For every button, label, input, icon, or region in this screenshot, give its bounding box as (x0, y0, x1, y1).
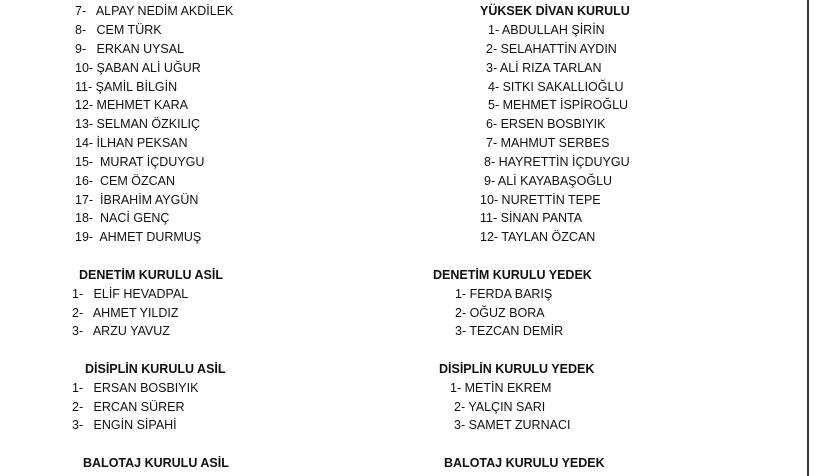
left-list-item: 13- SELMAN ÖZKILIÇ (75, 117, 201, 131)
right-list-item: 11- SİNAN PANTA (480, 211, 583, 225)
page-right-border (807, 0, 809, 476)
left-list-item: 15- MURAT İÇDUYGU (75, 155, 205, 169)
disiplin-asil-item: 1- ERSAN BOSBIYIK (72, 381, 199, 395)
disiplin-asil-item: 3- ENGİN SİPAHİ (72, 418, 177, 432)
disiplin-yedek-item: 2- YALÇIN SARI (454, 400, 546, 414)
left-list-item: 18- NACİ GENÇ (75, 211, 170, 225)
denetim-yedek-heading: DENETİM KURULU YEDEK (433, 268, 592, 282)
left-list-item: 17- İBRAHİM AYGÜN (75, 193, 199, 207)
left-list-item: 14- İLHAN PEKSAN (75, 136, 188, 150)
right-list-item: 12- TAYLAN ÖZCAN (480, 230, 596, 244)
disiplin-yedek-item: 1- METİN EKREM (450, 381, 552, 395)
right-list-item: 3- ALİ RIZA TARLAN (486, 61, 602, 75)
denetim-yedek-item: 1- FERDA BARIŞ (455, 287, 553, 301)
left-list-item: 12- MEHMET KARA (75, 98, 188, 112)
disiplin-yedek-item: 3- SAMET ZURNACI (454, 418, 571, 432)
denetim-yedek-item: 2- OĞUZ BORA (455, 306, 545, 320)
denetim-yedek-item: 3- TEZCAN DEMİR (455, 324, 564, 338)
right-list-item: 7- MAHMUT SERBES (486, 136, 610, 150)
disiplin-asil-item: 2- ERCAN SÜRER (72, 400, 185, 414)
right-list-item: 1- ABDULLAH ŞİRİN (488, 23, 605, 37)
balotaj-yedek-heading: BALOTAJ KURULU YEDEK (444, 456, 605, 470)
left-list-item: 19- AHMET DURMUŞ (75, 230, 202, 244)
yuksek-divan-heading: YÜKSEK DİVAN KURULU (480, 4, 630, 18)
right-list-item: 8- HAYRETTİN İÇDUYGU (484, 155, 630, 169)
left-list-item: 7- ALPAY NEDİM AKDİLEK (75, 4, 234, 18)
denetim-asil-heading: DENETİM KURULU ASİL (79, 268, 223, 282)
left-list-item: 8- CEM TÜRK (75, 23, 162, 37)
denetim-asil-item: 1- ELİF HEVADPAL (72, 287, 189, 301)
right-list-item: 2- SELAHATTİN AYDIN (486, 42, 617, 56)
disiplin-asil-heading: DİSİPLİN KURULU ASİL (85, 362, 226, 376)
balotaj-asil-heading: BALOTAJ KURULU ASİL (83, 456, 229, 470)
denetim-asil-item: 3- ARZU YAVUZ (72, 324, 170, 338)
right-list-item: 6- ERSEN BOSBIYIK (486, 117, 606, 131)
denetim-asil-item: 2- AHMET YILDIZ (72, 306, 179, 320)
disiplin-yedek-heading: DİSİPLİN KURULU YEDEK (439, 362, 595, 376)
right-list-item: 9- ALİ KAYABAŞOĞLU (484, 174, 613, 188)
left-list-item: 10- ŞABAN ALİ UĞUR (75, 61, 201, 75)
right-list-item: 10- NURETTİN TEPE (480, 193, 601, 207)
left-list-item: 11- ŞAMİL BİLGİN (75, 80, 178, 94)
left-list-item: 16- CEM ÖZCAN (75, 174, 176, 188)
right-list-item: 4- SITKI SAKALLIOĞLU (488, 80, 624, 94)
right-list-item: 5- MEHMET İSPİROĞLU (488, 98, 629, 112)
left-list-item: 9- ERKAN UYSAL (75, 42, 185, 56)
